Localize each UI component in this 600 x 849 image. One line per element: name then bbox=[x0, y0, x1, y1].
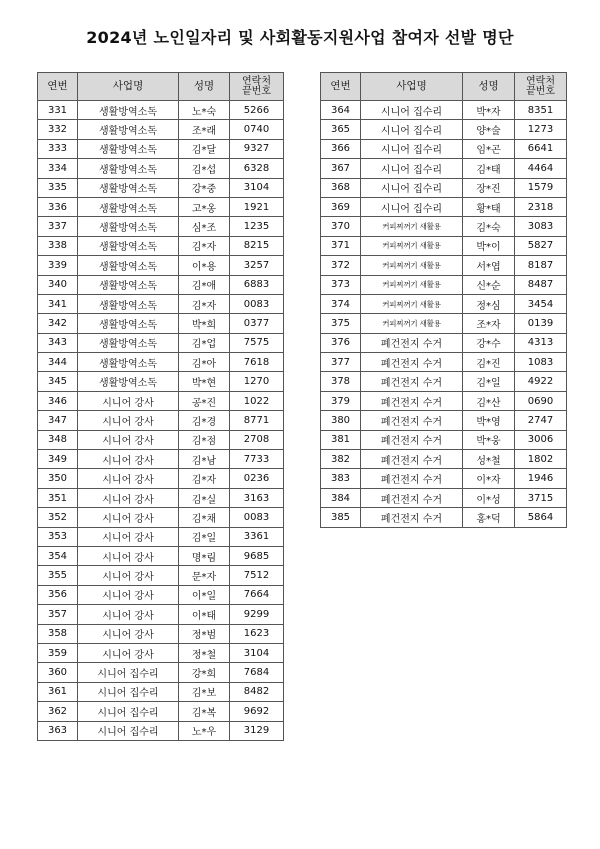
cell-name: 김*업 bbox=[179, 333, 230, 352]
cell-name: 정*심 bbox=[463, 294, 515, 313]
cell-number: 353 bbox=[38, 527, 78, 546]
table-row bbox=[321, 411, 567, 430]
cell-project: 커피찌꺼기 새활용 bbox=[361, 275, 463, 294]
cell-contact: 1273 bbox=[515, 120, 567, 139]
cell-contact: 0083 bbox=[230, 294, 284, 313]
cell-number: 350 bbox=[38, 469, 78, 488]
cell-number: 378 bbox=[321, 372, 361, 391]
cell-contact: 4922 bbox=[515, 372, 567, 391]
cell-project: 생활방역소독 bbox=[78, 372, 179, 391]
header-number: 연번 bbox=[321, 73, 361, 101]
cell-name: 김*자 bbox=[179, 294, 230, 313]
cell-project: 시니어 강사 bbox=[78, 585, 179, 604]
header-contact-line1: 연락처 bbox=[242, 75, 271, 87]
table-row bbox=[38, 605, 284, 624]
cell-name: 신*순 bbox=[463, 275, 515, 294]
cell-project: 시니어 강사 bbox=[78, 488, 179, 507]
cell-contact: 8215 bbox=[230, 236, 284, 255]
cell-name: 김*실 bbox=[179, 488, 230, 507]
cell-name: 노*우 bbox=[179, 721, 230, 740]
table-row bbox=[321, 372, 567, 391]
cell-name: 강*희 bbox=[179, 663, 230, 682]
cell-name: 박*이 bbox=[463, 236, 515, 255]
header-contact bbox=[230, 73, 284, 101]
cell-contact: 3104 bbox=[230, 178, 284, 197]
cell-contact: 1579 bbox=[515, 178, 567, 197]
cell-number: 348 bbox=[38, 430, 78, 449]
cell-project: 시니어 강사 bbox=[78, 508, 179, 527]
cell-project: 생활방역소독 bbox=[78, 275, 179, 294]
cell-contact: 9299 bbox=[230, 605, 284, 624]
table-row bbox=[38, 353, 284, 372]
cell-name: 명*림 bbox=[179, 546, 230, 565]
cell-project: 시니어 강사 bbox=[78, 391, 179, 410]
cell-name: 김*채 bbox=[179, 508, 230, 527]
cell-project: 생활방역소독 bbox=[78, 159, 179, 178]
cell-number: 356 bbox=[38, 585, 78, 604]
cell-project: 생활방역소독 bbox=[78, 178, 179, 197]
cell-contact: 8482 bbox=[230, 682, 284, 701]
cell-project: 시니어 집수리 bbox=[78, 663, 179, 682]
cell-name: 서*엽 bbox=[463, 256, 515, 275]
table-row bbox=[38, 391, 284, 410]
cell-project: 시니어 강사 bbox=[78, 624, 179, 643]
table-row bbox=[321, 469, 567, 488]
table-row bbox=[321, 101, 567, 120]
cell-number: 358 bbox=[38, 624, 78, 643]
cell-number: 362 bbox=[38, 702, 78, 721]
cell-name: 황*태 bbox=[463, 197, 515, 216]
cell-number: 335 bbox=[38, 178, 78, 197]
table-row bbox=[38, 197, 284, 216]
cell-contact: 3454 bbox=[515, 294, 567, 313]
page-title: 2024년 노인일자리 및 사회활동지원사업 참여자 선발 명단 bbox=[86, 28, 514, 47]
table-row bbox=[321, 314, 567, 333]
cell-name: 공*진 bbox=[179, 391, 230, 410]
table-row bbox=[38, 585, 284, 604]
table-row bbox=[321, 450, 567, 469]
cell-contact: 9327 bbox=[230, 139, 284, 158]
cell-contact: 1921 bbox=[230, 197, 284, 216]
cell-contact: 1022 bbox=[230, 391, 284, 410]
cell-contact: 1946 bbox=[515, 469, 567, 488]
cell-project: 시니어 집수리 bbox=[361, 120, 463, 139]
table-row bbox=[38, 294, 284, 313]
cell-project: 시니어 강사 bbox=[78, 605, 179, 624]
cell-number: 364 bbox=[321, 101, 361, 120]
table-row bbox=[38, 469, 284, 488]
cell-contact: 4464 bbox=[515, 159, 567, 178]
cell-project: 폐건전지 수거 bbox=[361, 333, 463, 352]
cell-contact: 5266 bbox=[230, 101, 284, 120]
cell-number: 357 bbox=[38, 605, 78, 624]
cell-number: 383 bbox=[321, 469, 361, 488]
table-row bbox=[38, 120, 284, 139]
cell-name: 문*자 bbox=[179, 566, 230, 585]
cell-contact: 0236 bbox=[230, 469, 284, 488]
cell-name: 김*진 bbox=[463, 353, 515, 372]
cell-name: 김*경 bbox=[179, 411, 230, 430]
cell-contact: 3129 bbox=[230, 721, 284, 740]
cell-contact: 7618 bbox=[230, 353, 284, 372]
cell-name: 박*현 bbox=[179, 372, 230, 391]
cell-number: 342 bbox=[38, 314, 78, 333]
cell-name: 김*숙 bbox=[463, 217, 515, 236]
cell-number: 333 bbox=[38, 139, 78, 158]
cell-name: 심*조 bbox=[179, 217, 230, 236]
cell-number: 377 bbox=[321, 353, 361, 372]
cell-number: 343 bbox=[38, 333, 78, 352]
cell-number: 371 bbox=[321, 236, 361, 255]
cell-project: 시니어 집수리 bbox=[361, 159, 463, 178]
cell-number: 338 bbox=[38, 236, 78, 255]
cell-number: 336 bbox=[38, 197, 78, 216]
cell-number: 354 bbox=[38, 546, 78, 565]
cell-number: 359 bbox=[38, 643, 78, 662]
cell-number: 374 bbox=[321, 294, 361, 313]
cell-number: 337 bbox=[38, 217, 78, 236]
cell-number: 368 bbox=[321, 178, 361, 197]
cell-name: 양*술 bbox=[463, 120, 515, 139]
cell-project: 시니어 집수리 bbox=[361, 178, 463, 197]
cell-contact: 8487 bbox=[515, 275, 567, 294]
table-row bbox=[38, 527, 284, 546]
cell-project: 폐건전지 수거 bbox=[361, 391, 463, 410]
cell-project: 폐건전지 수거 bbox=[361, 353, 463, 372]
cell-contact: 9685 bbox=[230, 546, 284, 565]
cell-project: 커피찌꺼기 새활용 bbox=[361, 294, 463, 313]
table-row bbox=[38, 256, 284, 275]
cell-name: 이*태 bbox=[179, 605, 230, 624]
cell-name: 강*수 bbox=[463, 333, 515, 352]
cell-number: 347 bbox=[38, 411, 78, 430]
table-row bbox=[38, 450, 284, 469]
cell-contact: 7575 bbox=[230, 333, 284, 352]
cell-contact: 5864 bbox=[515, 508, 567, 527]
cell-contact: 3257 bbox=[230, 256, 284, 275]
table-row bbox=[38, 508, 284, 527]
table-row bbox=[321, 256, 567, 275]
cell-name: 박*자 bbox=[463, 101, 515, 120]
cell-name: 김*일 bbox=[179, 527, 230, 546]
table-row bbox=[38, 314, 284, 333]
table-row bbox=[321, 236, 567, 255]
header-contact-line2: 끝번호 bbox=[526, 85, 555, 97]
table-row bbox=[321, 333, 567, 352]
table-row bbox=[321, 178, 567, 197]
table-header-row bbox=[38, 73, 284, 101]
table-row bbox=[321, 391, 567, 410]
cell-project: 생활방역소독 bbox=[78, 197, 179, 216]
cell-number: 372 bbox=[321, 256, 361, 275]
cell-project: 폐건전지 수거 bbox=[361, 372, 463, 391]
cell-contact: 1235 bbox=[230, 217, 284, 236]
cell-number: 382 bbox=[321, 450, 361, 469]
cell-contact: 2318 bbox=[515, 197, 567, 216]
cell-number: 344 bbox=[38, 353, 78, 372]
table-row bbox=[321, 139, 567, 158]
cell-number: 346 bbox=[38, 391, 78, 410]
cell-contact: 3163 bbox=[230, 488, 284, 507]
cell-number: 355 bbox=[38, 566, 78, 585]
cell-contact: 6641 bbox=[515, 139, 567, 158]
cell-contact: 1802 bbox=[515, 450, 567, 469]
cell-name: 노*숙 bbox=[179, 101, 230, 120]
cell-contact: 7512 bbox=[230, 566, 284, 585]
cell-contact: 8771 bbox=[230, 411, 284, 430]
table-row bbox=[38, 643, 284, 662]
table-row bbox=[38, 624, 284, 643]
table-row bbox=[321, 353, 567, 372]
cell-name: 김*애 bbox=[179, 275, 230, 294]
cell-name: 김*남 bbox=[179, 450, 230, 469]
cell-contact: 0083 bbox=[230, 508, 284, 527]
cell-project: 시니어 집수리 bbox=[78, 682, 179, 701]
cell-number: 340 bbox=[38, 275, 78, 294]
cell-contact: 1083 bbox=[515, 353, 567, 372]
table-row bbox=[321, 294, 567, 313]
cell-contact: 6328 bbox=[230, 159, 284, 178]
table-row bbox=[38, 159, 284, 178]
header-contact bbox=[515, 73, 567, 101]
table-row bbox=[38, 372, 284, 391]
cell-number: 366 bbox=[321, 139, 361, 158]
header-number: 연번 bbox=[38, 73, 78, 101]
cell-contact: 8351 bbox=[515, 101, 567, 120]
cell-name: 고*옹 bbox=[179, 197, 230, 216]
cell-number: 360 bbox=[38, 663, 78, 682]
header-contact-line1: 연락처 bbox=[526, 75, 555, 87]
cell-number: 351 bbox=[38, 488, 78, 507]
cell-name: 정*범 bbox=[179, 624, 230, 643]
table-row bbox=[321, 275, 567, 294]
cell-project: 생활방역소독 bbox=[78, 314, 179, 333]
cell-contact: 2708 bbox=[230, 430, 284, 449]
table-row bbox=[38, 139, 284, 158]
cell-number: 363 bbox=[38, 721, 78, 740]
cell-project: 시니어 집수리 bbox=[78, 702, 179, 721]
cell-number: 341 bbox=[38, 294, 78, 313]
cell-project: 폐건전지 수거 bbox=[361, 411, 463, 430]
cell-name: 김*점 bbox=[179, 430, 230, 449]
cell-contact: 3361 bbox=[230, 527, 284, 546]
table-row bbox=[38, 411, 284, 430]
cell-contact: 0377 bbox=[230, 314, 284, 333]
table-row bbox=[321, 159, 567, 178]
cell-project: 생활방역소독 bbox=[78, 217, 179, 236]
cell-contact: 1623 bbox=[230, 624, 284, 643]
table-row bbox=[38, 702, 284, 721]
table-row bbox=[321, 430, 567, 449]
cell-number: 379 bbox=[321, 391, 361, 410]
cell-contact: 6883 bbox=[230, 275, 284, 294]
table-row bbox=[321, 217, 567, 236]
cell-name: 김*산 bbox=[463, 391, 515, 410]
cell-number: 345 bbox=[38, 372, 78, 391]
cell-number: 331 bbox=[38, 101, 78, 120]
roster-table-right bbox=[320, 72, 567, 528]
table-row bbox=[38, 217, 284, 236]
cell-number: 367 bbox=[321, 159, 361, 178]
table-row bbox=[38, 275, 284, 294]
cell-number: 381 bbox=[321, 430, 361, 449]
cell-name: 김*섭 bbox=[179, 159, 230, 178]
table-row bbox=[321, 508, 567, 527]
cell-contact: 2747 bbox=[515, 411, 567, 430]
cell-contact: 7733 bbox=[230, 450, 284, 469]
header-name: 성명 bbox=[179, 73, 230, 101]
cell-name: 이*자 bbox=[463, 469, 515, 488]
table-row bbox=[38, 430, 284, 449]
cell-contact: 0740 bbox=[230, 120, 284, 139]
cell-project: 폐건전지 수거 bbox=[361, 488, 463, 507]
table-row bbox=[38, 682, 284, 701]
cell-contact: 3715 bbox=[515, 488, 567, 507]
cell-project: 생활방역소독 bbox=[78, 333, 179, 352]
cell-contact: 4313 bbox=[515, 333, 567, 352]
table-row bbox=[38, 546, 284, 565]
table-row bbox=[38, 663, 284, 682]
cell-name: 박*희 bbox=[179, 314, 230, 333]
cell-project: 시니어 강사 bbox=[78, 643, 179, 662]
cell-name: 홍*덕 bbox=[463, 508, 515, 527]
cell-project: 생활방역소독 bbox=[78, 294, 179, 313]
table-row bbox=[38, 721, 284, 740]
cell-number: 369 bbox=[321, 197, 361, 216]
cell-name: 박*영 bbox=[463, 411, 515, 430]
cell-name: 김*자 bbox=[179, 469, 230, 488]
cell-name: 강*중 bbox=[179, 178, 230, 197]
cell-project: 시니어 강사 bbox=[78, 450, 179, 469]
cell-project: 시니어 강사 bbox=[78, 527, 179, 546]
roster-table-left bbox=[37, 72, 284, 741]
cell-project: 시니어 강사 bbox=[78, 469, 179, 488]
cell-project: 커피찌꺼기 새활용 bbox=[361, 217, 463, 236]
cell-project: 커피찌꺼기 새활용 bbox=[361, 314, 463, 333]
cell-project: 시니어 집수리 bbox=[361, 197, 463, 216]
cell-project: 폐건전지 수거 bbox=[361, 430, 463, 449]
cell-number: 365 bbox=[321, 120, 361, 139]
cell-number: 332 bbox=[38, 120, 78, 139]
cell-project: 폐건전지 수거 bbox=[361, 508, 463, 527]
table-row bbox=[38, 488, 284, 507]
cell-contact: 1270 bbox=[230, 372, 284, 391]
cell-project: 시니어 강사 bbox=[78, 566, 179, 585]
cell-project: 커피찌꺼기 새활용 bbox=[361, 236, 463, 255]
cell-name: 김*복 bbox=[179, 702, 230, 721]
cell-name: 김*자 bbox=[179, 236, 230, 255]
cell-project: 생활방역소독 bbox=[78, 256, 179, 275]
cell-name: 박*웅 bbox=[463, 430, 515, 449]
cell-contact: 3006 bbox=[515, 430, 567, 449]
cell-contact: 3104 bbox=[230, 643, 284, 662]
cell-project: 시니어 집수리 bbox=[361, 139, 463, 158]
cell-number: 361 bbox=[38, 682, 78, 701]
cell-contact: 8187 bbox=[515, 256, 567, 275]
cell-project: 시니어 강사 bbox=[78, 411, 179, 430]
table-row bbox=[38, 178, 284, 197]
cell-name: 김*보 bbox=[179, 682, 230, 701]
cell-project: 커피찌꺼기 새활용 bbox=[361, 256, 463, 275]
cell-contact: 0690 bbox=[515, 391, 567, 410]
table-row bbox=[38, 333, 284, 352]
cell-number: 380 bbox=[321, 411, 361, 430]
cell-name: 김*일 bbox=[463, 372, 515, 391]
cell-name: 이*성 bbox=[463, 488, 515, 507]
cell-contact: 0139 bbox=[515, 314, 567, 333]
cell-number: 334 bbox=[38, 159, 78, 178]
cell-project: 시니어 강사 bbox=[78, 430, 179, 449]
cell-contact: 7664 bbox=[230, 585, 284, 604]
table-row bbox=[38, 236, 284, 255]
cell-name: 정*철 bbox=[179, 643, 230, 662]
cell-project: 생활방역소독 bbox=[78, 101, 179, 120]
table-row bbox=[321, 488, 567, 507]
cell-number: 370 bbox=[321, 217, 361, 236]
cell-number: 384 bbox=[321, 488, 361, 507]
cell-name: 김*아 bbox=[179, 353, 230, 372]
table-row bbox=[38, 101, 284, 120]
cell-number: 339 bbox=[38, 256, 78, 275]
table-row bbox=[38, 566, 284, 585]
cell-project: 시니어 집수리 bbox=[361, 101, 463, 120]
cell-name: 조*자 bbox=[463, 314, 515, 333]
cell-contact: 3083 bbox=[515, 217, 567, 236]
cell-project: 생활방역소독 bbox=[78, 120, 179, 139]
cell-name: 김*달 bbox=[179, 139, 230, 158]
table-row bbox=[321, 120, 567, 139]
cell-project: 시니어 강사 bbox=[78, 546, 179, 565]
cell-project: 시니어 집수리 bbox=[78, 721, 179, 740]
header-project: 사업명 bbox=[78, 73, 179, 101]
cell-name: 장*진 bbox=[463, 178, 515, 197]
cell-project: 생활방역소독 bbox=[78, 236, 179, 255]
cell-name: 이*일 bbox=[179, 585, 230, 604]
cell-number: 352 bbox=[38, 508, 78, 527]
cell-contact: 5827 bbox=[515, 236, 567, 255]
cell-contact: 9692 bbox=[230, 702, 284, 721]
cell-number: 385 bbox=[321, 508, 361, 527]
cell-number: 376 bbox=[321, 333, 361, 352]
cell-name: 조*래 bbox=[179, 120, 230, 139]
cell-project: 생활방역소독 bbox=[78, 353, 179, 372]
table-row bbox=[321, 197, 567, 216]
header-name: 성명 bbox=[463, 73, 515, 101]
header-contact-line2: 끝번호 bbox=[242, 85, 271, 97]
cell-name: 임*곤 bbox=[463, 139, 515, 158]
cell-name: 김*태 bbox=[463, 159, 515, 178]
cell-name: 이*용 bbox=[179, 256, 230, 275]
cell-project: 폐건전지 수거 bbox=[361, 450, 463, 469]
cell-number: 375 bbox=[321, 314, 361, 333]
cell-project: 폐건전지 수거 bbox=[361, 469, 463, 488]
cell-number: 373 bbox=[321, 275, 361, 294]
header-project: 사업명 bbox=[361, 73, 463, 101]
cell-number: 349 bbox=[38, 450, 78, 469]
table-header-row bbox=[321, 73, 567, 101]
cell-project: 생활방역소독 bbox=[78, 139, 179, 158]
cell-contact: 7684 bbox=[230, 663, 284, 682]
cell-name: 성*철 bbox=[463, 450, 515, 469]
